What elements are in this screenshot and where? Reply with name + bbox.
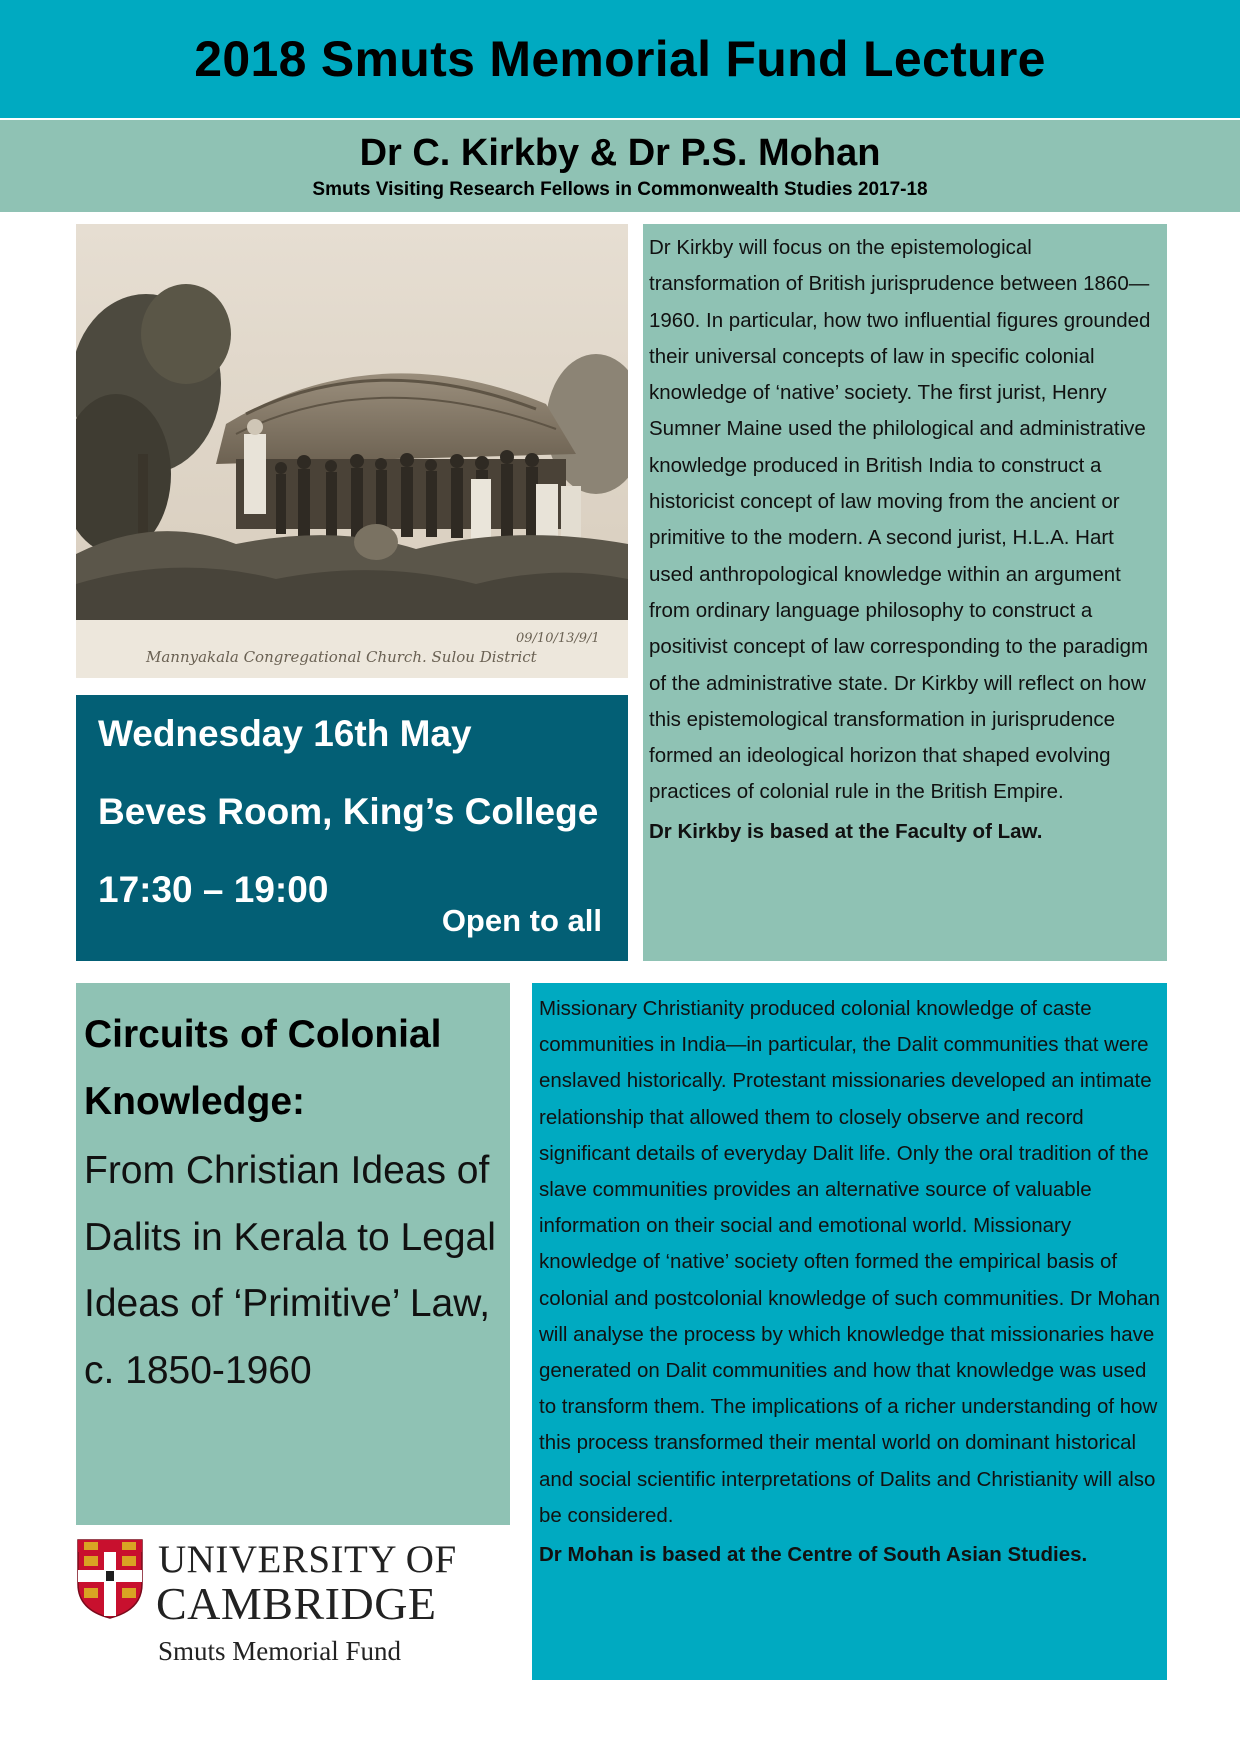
speaker-banner xyxy=(0,120,1240,212)
mohan-abstract: Missionary Christianity produced colonial knowledge of caste communities in India—in particular, the Dalit communities that were enslaved historically. Protestant missionaries developed an intimate relationship that allowed them to closely observe and record significant details of everyday Dalit life. Only the oral tradition of the slave communities provides an alternative source of valuable information on their social and emotional world. Missionary knowledge of ‘native’ society often formed the empirical basis of colonial and postcolonial knowledge of such communities. Dr Mohan will analyse the process by which knowledge that missionaries have generated on Dalit communities and how that knowledge was used to transform them. The implications of a richer understanding of how this process transformed their mental world on dominant historical and social scientific interpretations of Dalits and Christianity will also be considered. xyxy=(539,997,1161,1527)
event-access: Open to all xyxy=(441,903,602,938)
historical-photo xyxy=(76,224,628,678)
event-details xyxy=(76,695,628,961)
kirkby-abstract: Dr Kirkby will focus on the epistemological transformation of British jurisprudence between 1860—1960. In particular, how two influential figures grounded their universal concepts of law in specific colonial knowledge of ‘native’ society. The first jurist, Henry Sumner Maine used the philological and administrative knowledge produced in British India to construct a historicist concept of law moving from the ancient or primitive to the modern. A second jurist, H.L.A. Hart used anthropological knowledge within an argument from ordinary language philosophy to construct a positivist concept of law corresponding to the paradigm of the administrative state. Dr Kirkby will reflect on how this epistemological transformation in jurisprudence formed an ideological horizon that shaped evolving practices of colonial rule in the British Empire. xyxy=(649,236,1151,804)
speaker-names: Dr C. Kirkby & Dr P.S. Mohan xyxy=(359,132,881,174)
title-banner xyxy=(0,0,1240,118)
event-time: 17:30 – 19:00 xyxy=(98,869,329,910)
lecture-title: Circuits of Colonial Knowledge: xyxy=(84,1013,442,1123)
mohan-abstract-box xyxy=(532,983,1167,1680)
event-venue: Beves Room, King’s College xyxy=(98,791,599,832)
university-name-line1: UNIVERSITY OF xyxy=(158,1538,457,1581)
cambridge-logo xyxy=(76,1538,460,1754)
photo-caption: Mannyakala Congregational Church. Sulou District xyxy=(146,648,537,666)
kirkby-affiliation: Dr Kirkby is based at the Faculty of Law. xyxy=(649,819,1043,843)
photo-archive-ref: 09/10/13/9/1 xyxy=(516,631,600,646)
lecture-subtitle: From Christian Ideas of Dalits in Kerala to Legal Ideas of ‘Primitive’ Law, c. 1850-1960 xyxy=(84,1149,496,1392)
university-name-line2: CAMBRIDGE xyxy=(156,1578,437,1629)
speaker-role: Smuts Visiting Research Fellows in Commonwealth Studies 2017-18 xyxy=(312,179,928,200)
lecture-title-box xyxy=(76,983,510,1525)
event-date: Wednesday 16th May xyxy=(98,713,472,754)
page-title: 2018 Smuts Memorial Fund Lecture xyxy=(194,31,1046,87)
kirkby-abstract-box xyxy=(643,224,1167,961)
cambridge-crest-icon xyxy=(76,1538,144,1620)
mohan-affiliation: Dr Mohan is based at the Centre of South Asian Studies. xyxy=(539,1543,1088,1567)
fund-name: Smuts Memorial Fund xyxy=(158,1636,402,1666)
